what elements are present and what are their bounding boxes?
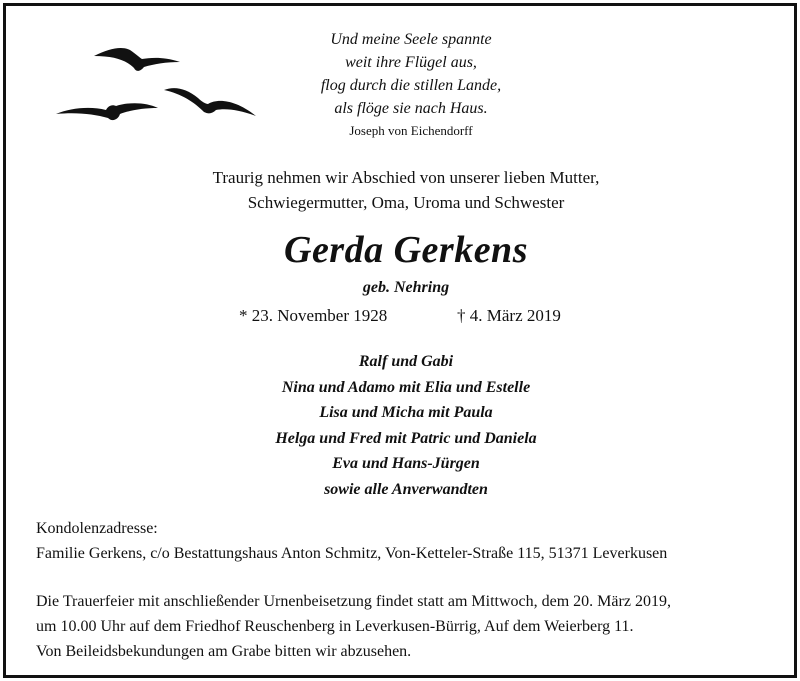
ceremony-line: um 10.00 Uhr auf dem Friedhof Reuschenberg in Leverkusen-Bürrig, Auf dem Weierberg 11. xyxy=(36,618,634,635)
bird-icon xyxy=(94,48,180,71)
death-date: † 4. März 2019 xyxy=(457,306,561,325)
poem-line: flog durch die stillen Lande, xyxy=(320,77,502,94)
condolence-address xyxy=(36,516,667,566)
obituary-frame xyxy=(3,3,797,678)
poem-line: weit ihre Flügel aus, xyxy=(345,54,477,71)
intro-line: Schwiegermutter, Oma, Uroma und Schwester xyxy=(247,193,565,212)
bird-icon xyxy=(164,88,256,116)
bird-icon xyxy=(56,103,158,120)
birds-illustration xyxy=(50,42,260,132)
intro-text xyxy=(106,165,706,215)
family-member: Helga und Fred mit Patric und Daniela xyxy=(275,429,537,447)
poem xyxy=(296,28,526,120)
family-member: Lisa und Micha mit Paula xyxy=(319,404,493,421)
family-member: sowie alle Anverwandten xyxy=(324,480,488,498)
birth-date: * 23. November 1928 xyxy=(239,306,388,325)
condolence-address-line: Familie Gerkens, c/o Bestattungshaus Anton Schmitz, Von-Ketteler-Straße 115, 51371 Leverkusen xyxy=(36,545,668,562)
family-list xyxy=(106,349,706,502)
family-member: Nina und Adamo mit Elia und Estelle xyxy=(281,378,531,396)
ceremony-line: Die Trauerfeier mit anschließender Urnenbeisetzung findet statt am Mittwoch, dem 20. März 2019, xyxy=(36,593,671,610)
condolence-label: Kondolenzadresse: xyxy=(36,520,158,537)
ceremony-info xyxy=(36,589,671,664)
poem-author: Joseph von Eichendorff xyxy=(349,123,473,138)
poem-line: Und meine Seele spannte xyxy=(330,31,492,48)
intro-line: Traurig nehmen wir Abschied von unserer lieben Mutter, xyxy=(212,168,600,187)
family-member: Ralf und Gabi xyxy=(358,353,454,370)
deceased-name: Gerda Gerkens xyxy=(284,229,528,271)
poem-line: als flöge sie nach Haus. xyxy=(334,100,488,117)
ceremony-line: Von Beileidsbekundungen am Grabe bitten wir abzusehen. xyxy=(36,643,412,660)
family-member: Eva und Hans-Jürgen xyxy=(332,455,480,472)
maiden-name: geb. Nehring xyxy=(362,279,450,296)
